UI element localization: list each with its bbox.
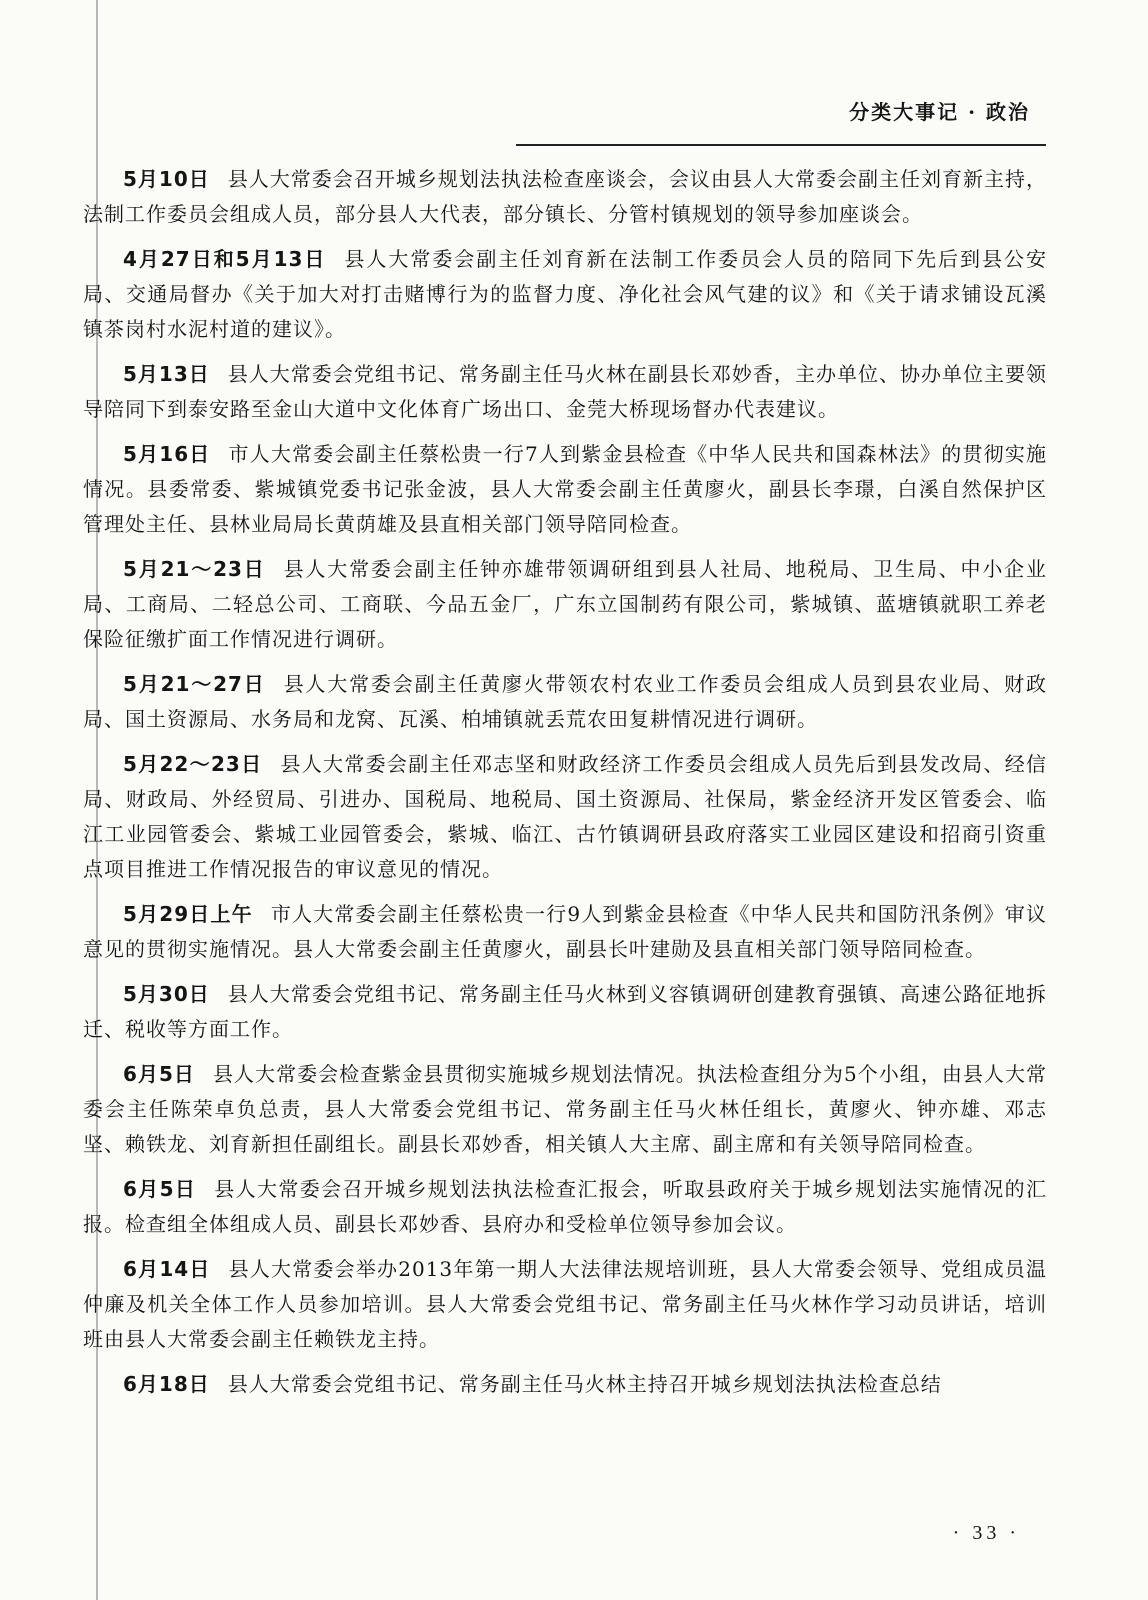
header-rule xyxy=(516,144,1046,146)
event-entry xyxy=(83,667,1047,737)
event-date: 6月18日 xyxy=(123,1372,210,1396)
event-date: 5月30日 xyxy=(123,982,210,1006)
event-entry xyxy=(83,747,1047,887)
event-date: 4月27日和5月13日 xyxy=(123,247,327,271)
event-text: 县人大常委会副主任刘育新在法制工作委员会人员的陪同下先后到县公安局、交通局督办《关于加大对打击赌博行为的监督力度、净化社会风气建的议》和《关于请求铺设瓦溪镇茶岗村水泥村道的建议》。 xyxy=(83,247,1048,341)
event-entry xyxy=(83,977,1047,1047)
event-entry xyxy=(83,1172,1047,1242)
page-body xyxy=(83,162,1047,1412)
event-date: 5月10日 xyxy=(123,167,210,191)
event-date: 6月5日 xyxy=(123,1062,195,1086)
event-entry xyxy=(83,552,1047,657)
event-date: 5月22～23日 xyxy=(123,752,263,776)
event-entry xyxy=(83,437,1047,542)
event-text: 市人大常委会副主任蔡松贵一行7人到紫金县检查《中华人民共和国森林法》的贯彻实施情况。县委常委、紫城镇党委书记张金波，县人大常委会副主任黄廖火，副县长李璟，白溪自然保护区管理处主任、县林业局局长黄荫雄及县直相关部门领导陪同检查。 xyxy=(83,442,1047,536)
event-entry xyxy=(83,897,1047,967)
event-text: 县人大常委会副主任钟亦雄带领调研组到县人社局、地税局、卫生局、中小企业局、工商局、二轻总公司、工商联、今品五金厂，广东立国制药有限公司，紫城镇、蓝塘镇就职工养老保险征缴扩面工作情况进行调研。 xyxy=(83,557,1047,651)
event-entry xyxy=(83,357,1047,427)
event-text: 县人大常委会召开城乡规划法执法检查汇报会，听取县政府关于城乡规划法实施情况的汇报。检查组全体组成人员、副县长邓妙香、县府办和受检单位领导参加会议。 xyxy=(83,1177,1047,1236)
event-date: 6月14日 xyxy=(123,1257,211,1281)
event-entry xyxy=(83,1057,1047,1162)
event-text: 县人大常委会党组书记、常务副主任马火林主持召开城乡规划法执法检查总结 xyxy=(227,1372,942,1396)
page-number: · 33 · xyxy=(952,1522,1020,1544)
event-date: 5月21～27日 xyxy=(123,672,266,696)
event-entry xyxy=(83,1252,1047,1357)
event-date: 6月5日 xyxy=(123,1177,197,1201)
event-text: 县人大常委会副主任邓志坚和财政经济工作委员会组成人员先后到县发改局、经信局、财政局、外经贸局、引进办、国税局、地税局、国土资源局、社保局，紫金经济开发区管委会、临江工业园管委会、紫城工业园管委会，紫城、临江、古竹镇调研县政府落实工业园区建设和招商引资重点项目推进工作情况报告的审议意见的情况。 xyxy=(83,752,1047,881)
event-date: 5月16日 xyxy=(123,442,211,466)
event-entry xyxy=(83,1367,1047,1402)
event-entry xyxy=(83,242,1047,347)
event-date: 5月21～23日 xyxy=(123,557,266,581)
event-entry xyxy=(83,162,1047,232)
running-header: 分类大事记 · 政治 xyxy=(849,100,1030,124)
event-date: 5月29日上午 xyxy=(123,902,253,926)
event-text: 县人大常委会党组书记、常务副主任马火林到义容镇调研创建教育强镇、高速公路征地拆迁、税收等方面工作。 xyxy=(83,982,1048,1041)
event-text: 市人大常委会副主任蔡松贵一行9人到紫金县检查《中华人民共和国防汛条例》审议意见的贯彻实施情况。县人大常委会副主任黄廖火，副县长叶建勋及县直相关部门领导陪同检查。 xyxy=(83,902,1047,961)
event-text: 县人大常委会检查紫金县贯彻实施城乡规划法情况。执法检查组分为5个小组，由县人大常委会主任陈荣卓负总责，县人大常委会党组书记、常务副主任马火林任组长，黄廖火、钟亦雄、邓志坚、赖铁龙、刘育新担任副组长。副县长邓妙香，相关镇人大主席、副主席和有关领导陪同检查。 xyxy=(83,1062,1047,1156)
event-text: 县人大常委会党组书记、常务副主任马火林在副县长邓妙香，主办单位、协办单位主要领导陪同下到泰安路至金山大道中文化体育广场出口、金莞大桥现场督办代表建议。 xyxy=(83,362,1048,421)
event-text: 县人大常委会举办2013年第一期人大法律法规培训班，县人大常委会领导、党组成员温仲廉及机关全体工作人员参加培训。县人大常委会党组书记、常务副主任马火林作学习动员讲话，培训班由县人大常委会副主任赖铁龙主持。 xyxy=(83,1257,1048,1351)
event-text: 县人大常委会召开城乡规划法执法检查座谈会，会议由县人大常委会副主任刘育新主持，法制工作委员会组成人员，部分县人大代表，部分镇长、分管村镇规划的领导参加座谈会。 xyxy=(83,167,1048,226)
event-text: 县人大常委会副主任黄廖火带领农村农业工作委员会组成人员到县农业局、财政局、国土资源局、水务局和龙窝、瓦溪、柏埔镇就丢荒农田复耕情况进行调研。 xyxy=(83,672,1047,731)
event-date: 5月13日 xyxy=(123,362,210,386)
